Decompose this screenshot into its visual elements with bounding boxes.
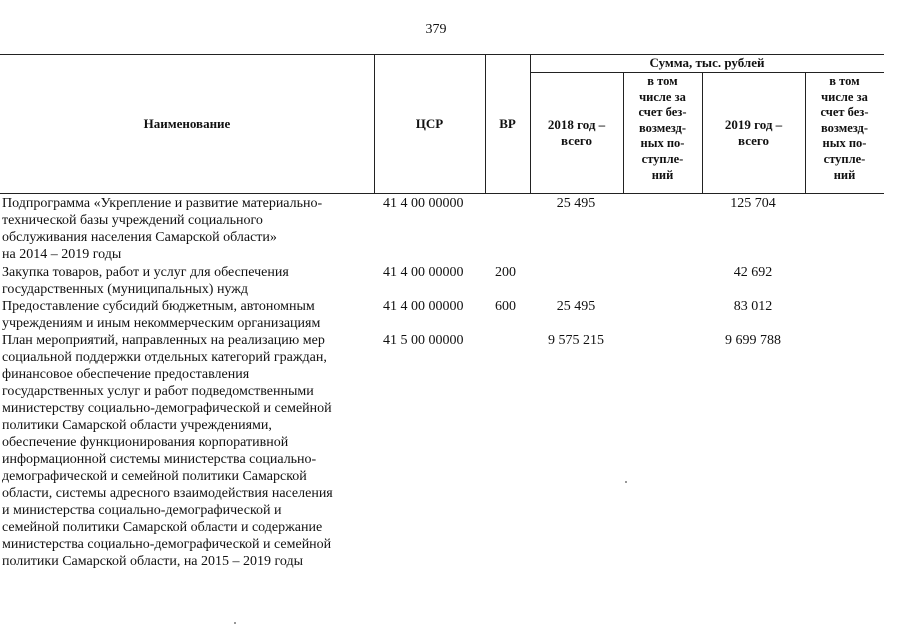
- page-number: 379: [425, 22, 447, 37]
- row-sum-2018: 25 495: [556, 196, 596, 211]
- row-name: Закупка товаров, работ и услуг для обеспечения государственных (муниципальных) нужд: [2, 265, 289, 297]
- row-name: План мероприятий, направленных на реализацию мер социальной поддержки отдельных категорий граждан, финансовое обеспечение предоставления государственных услуг и работ подведомственными министерству социально-демографической и семейной политики Самарской области учреждениями, обеспечение функционирования корпоративной информационной системы министерства социально- демографической и семейной политики Самарской области, системы адресного взаимодействия населения и министерства социально-демографической и семейной политики Самарской области и содержание министерства социально-демографической и семейной политики Самарской области, на 2015 – 2019 годы: [2, 333, 333, 569]
- row-name: Подпрограмма «Укрепление и развитие материально- технической базы учреждений социального обслуживания населения Самарской области» на 2014 – 2019 годы: [2, 196, 323, 262]
- row-csr: 41 5 00 00000: [383, 333, 464, 348]
- header-sum-title: Сумма, тыс. рублей: [649, 55, 765, 70]
- row-vr: 600: [495, 299, 516, 314]
- scan-speck: [234, 622, 236, 624]
- header-bottom-border: [0, 193, 884, 194]
- scan-speck: [625, 481, 627, 483]
- row-csr: 41 4 00 00000: [383, 196, 464, 211]
- row-sum-2019: 83 012: [733, 299, 773, 314]
- row-vr: 200: [495, 265, 516, 280]
- header-2019-total: 2019 год – всего: [724, 116, 783, 148]
- row-sum-2018: 9 575 215: [548, 333, 604, 348]
- row-sum-2019: 125 704: [730, 196, 776, 211]
- row-sum-2019: 42 692: [733, 265, 773, 280]
- row-name: Предоставление субсидий бюджетным, автономным учреждениям и иным некоммерческим организациям: [2, 299, 321, 331]
- header-vr: ВР: [499, 115, 516, 131]
- row-csr: 41 4 00 00000: [383, 299, 464, 314]
- header-2019-gratuitous: в том числе за счет без- возмезд- ных по- ступле- ний: [820, 74, 869, 182]
- row-sum-2018: 25 495: [556, 299, 596, 314]
- header-csr: ЦСР: [415, 115, 444, 131]
- header-2018-total: 2018 год – всего: [547, 116, 606, 148]
- row-sum-2019: 9 699 788: [725, 333, 781, 348]
- row-csr: 41 4 00 00000: [383, 265, 464, 280]
- header-2018-gratuitous: в том числе за счет без- возмезд- ных по- ступле- ний: [638, 74, 687, 182]
- header-name: Наименование: [143, 115, 231, 131]
